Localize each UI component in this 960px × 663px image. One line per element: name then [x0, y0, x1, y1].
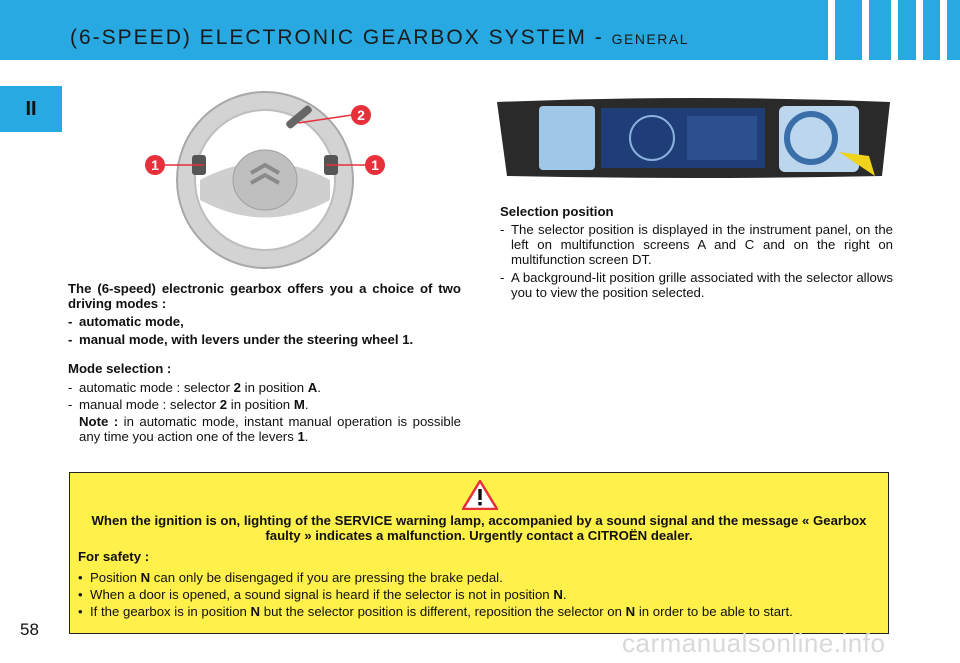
safety-section: [78, 549, 884, 619]
callout-1-right: [365, 155, 385, 175]
header-stripe: [862, 0, 869, 60]
watermark: carmanualsonline.info: [622, 628, 886, 658]
callout-1-left: [145, 155, 165, 175]
instrument-panel-image: [497, 98, 890, 180]
svg-text:1: 1: [371, 157, 379, 173]
mode-list-item: - automatic mode,: [68, 314, 184, 329]
mode-selection-title: Mode selection :: [68, 361, 172, 376]
header-stripe: [828, 0, 835, 60]
header-stripe: [891, 0, 898, 60]
left-column: [68, 281, 461, 444]
chapter-tab[interactable]: II: [0, 86, 62, 132]
header-stripe: [940, 0, 947, 60]
svg-text:2: 2: [357, 107, 365, 123]
safety-bullet: • When a door is opened, a sound signal is heard if the selector is not in position N.: [78, 587, 567, 602]
svg-text:1: 1: [151, 157, 159, 173]
note-text: Note : in automatic mode, instant manual operation is possible any time you action one of the levers 1.: [79, 414, 461, 444]
intro-text: The (6-speed) electronic gearbox offers you a choice of two driving modes :: [68, 281, 461, 311]
right-column: [500, 204, 893, 300]
warning-triangle-icon: [462, 480, 498, 510]
mode-selection-item: - manual mode : selector 2 in position M.: [68, 397, 309, 412]
steering-wheel-image: [130, 85, 400, 275]
selection-position-title: Selection position: [500, 204, 614, 219]
selection-item: - The selector position is displayed in the instrument panel, on the left on multifunction screens A and C and on the right on multifunction screen DT.: [500, 222, 893, 267]
selection-item: - A background-lit position grille associated with the selector allows you to view the position selected.: [500, 270, 893, 300]
page-number: 58: [20, 620, 39, 639]
callout-2: [351, 105, 371, 125]
header-stripe: [916, 0, 923, 60]
page-title: (6-SPEED) ELECTRONIC GEARBOX SYSTEM - GENERAL: [70, 26, 690, 49]
mode-list-item: - manual mode, with levers under the steering wheel 1.: [68, 332, 414, 347]
safety-bullet: • Position N can only be disengaged if you are pressing the brake pedal.: [78, 570, 503, 585]
safety-bullet: • If the gearbox is in position N but the selector position is different, reposition the selector on N in order to be able to start.: [78, 604, 793, 619]
warning-main-text: When the ignition is on, lighting of the SERVICE warning lamp, accompanied by a sound signal and the message « Gearbox faulty » indicates a malfunction. Urgently contact a CITROËN dealer.: [91, 513, 867, 543]
safety-title: For safety :: [78, 549, 150, 564]
mode-selection-item: - automatic mode : selector 2 in position A.: [68, 380, 321, 395]
